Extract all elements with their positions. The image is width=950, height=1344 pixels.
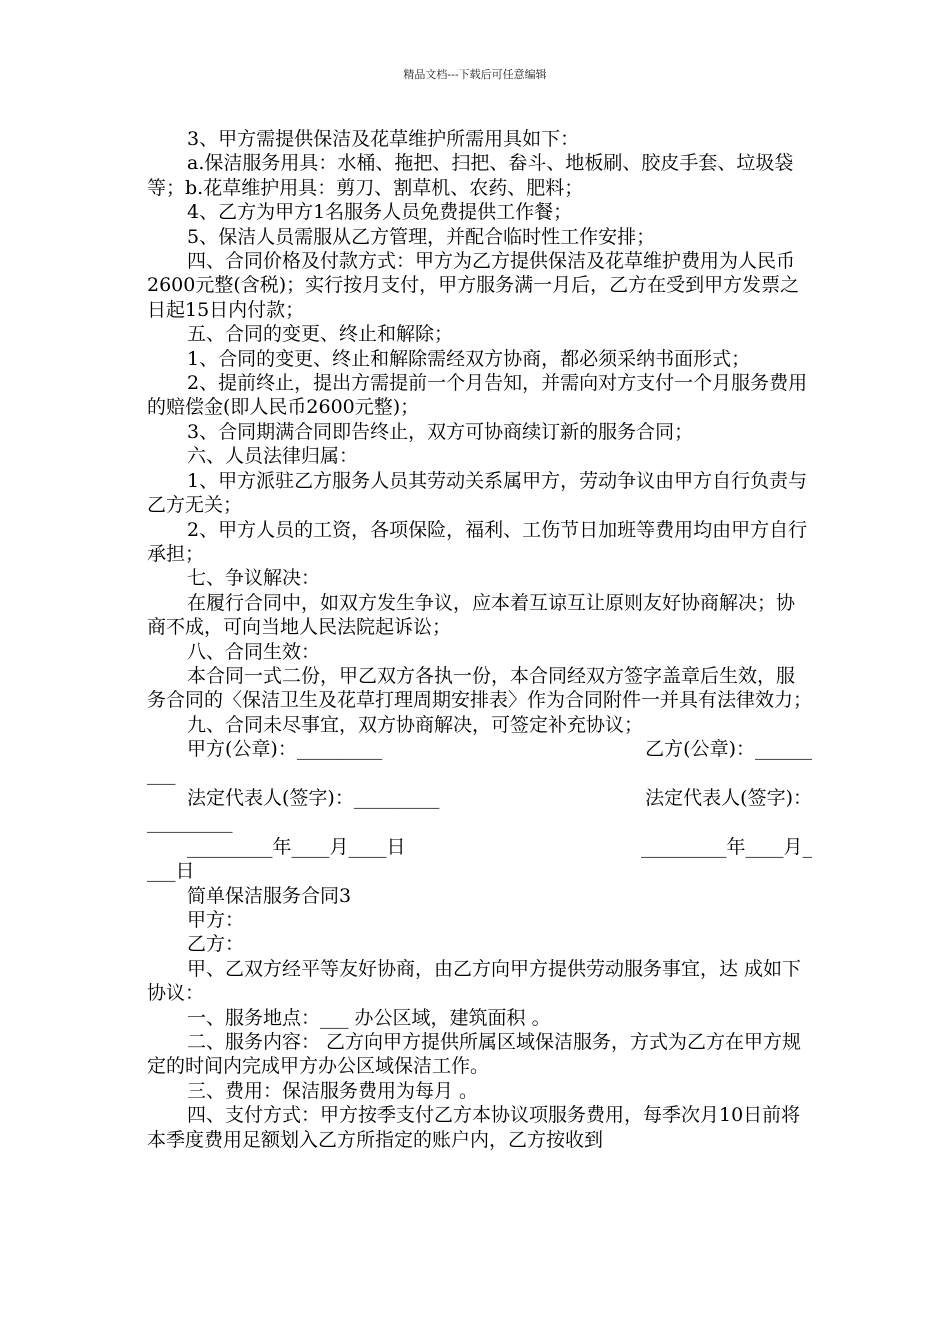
contract-body xyxy=(147,127,812,1152)
paragraph: 2、甲方人员的工资，各项保险，福利、工伤节日加班等费用均由甲方自行承担； xyxy=(147,518,808,565)
party-b-label: 乙方： xyxy=(187,933,245,956)
page-header: 精品文档---下载后可任意编辑 xyxy=(403,68,547,81)
paragraph: 甲、乙双方经平等友好协商，由乙方向甲方提供劳动服务事宜，达 成如下协议： xyxy=(147,957,802,1005)
paragraph: 四、合同价格及付款方式：甲方为乙方提供保洁及花草维护费用为人民币2600元整(含税)；实行按月支付，甲方服务满一月后，乙方在受到甲方发票之日起15日内付款； xyxy=(147,250,800,321)
paragraph: 四、支付方式：甲方按季支付乙方本协议项服务费用，每季次月10日前将本季度费用足额划入乙方所指定的账户内，乙方按收到 xyxy=(147,1104,801,1151)
representative-line-continued: _________ xyxy=(147,811,233,834)
paragraph: 三、费用：保洁服务费用为每月 。 xyxy=(187,1079,479,1102)
party-a-seal: 甲方(公章)：_________ xyxy=(187,738,383,761)
paragraph: 五、合同的变更、终止和解除； xyxy=(187,323,454,346)
paragraph: 4、乙方为甲方1名服务人员免费提供工作餐； xyxy=(187,201,573,224)
party-b-seal: 乙方(公章)：______ xyxy=(645,738,812,761)
seal-line-continued: ___ xyxy=(147,762,176,785)
representative-line xyxy=(147,786,812,810)
paragraph: 一、服务地点：___ 办公区域，建筑面积 。 xyxy=(187,1006,551,1029)
paragraph: 3、甲方需提供保洁及花草维护所需用具如下： xyxy=(187,128,580,150)
paragraph: 3、合同期满合同即告终止，双方可协商续订新的服务合同； xyxy=(187,420,694,443)
paragraph: 七、争议解决： xyxy=(187,567,321,590)
date-line xyxy=(147,835,812,859)
paragraph: 2、提前终止，提出方需提前一个月告知，并需向对方支付一个月服务费用的赔偿金(即人民币2600元整)； xyxy=(147,372,808,419)
paragraph: 5、保洁人员需服从乙方管理，并配合临时性工作安排； xyxy=(187,225,656,248)
party-b-representative: 法定代表人(签字)： xyxy=(645,786,812,809)
paragraph: 1、甲方派驻乙方服务人员其劳动关系属甲方，劳动争议由甲方自行负责与乙方无关； xyxy=(147,469,808,517)
paragraph: 在履行合同中，如双方发生争议，应本着互谅互让原则友好协商解决；协商不成，可向当地人民法院起诉讼； xyxy=(147,591,796,639)
party-a-representative: 法定代表人(签字)：_________ xyxy=(187,786,440,809)
paragraph: 六、人员法律归属： xyxy=(187,445,359,468)
paragraph: 本合同一式二份，甲乙双方各执一份，本合同经双方签字盖章后生效，服务合同的〈保洁卫生及花草打理周期安排表〉作为合同附件一并具有法律效力； xyxy=(147,664,813,712)
paragraph: 八、合同生效： xyxy=(187,640,321,663)
paragraph: a.保洁服务用具：水桶、拖把、扫把、畚斗、地板刷、胶皮手套、垃圾袋等；b.花草维护用具：剪刀、割草机、农药、肥料； xyxy=(147,152,794,199)
party-a-date: _________年____月____日 xyxy=(187,835,406,858)
party-a-label: 甲方： xyxy=(187,909,245,931)
contract-title: 简单保洁服务合同3 xyxy=(187,884,352,907)
seal-line xyxy=(147,737,812,761)
paragraph: 1、合同的变更、终止和解除需经双方协商，都必须采纳书面形式； xyxy=(187,347,751,370)
paragraph: 九、合同未尽事宜，双方协商解决，可签定补充协议； xyxy=(187,713,644,736)
date-line-continued: ___日 xyxy=(147,860,195,883)
paragraph: 二、服务内容： 乙方向甲方提供所属区域保洁服务，方式为乙方在甲方规定的时间内完成甲方办公区域保洁工作。 xyxy=(147,1031,802,1078)
party-b-date: _________年____月_ xyxy=(640,835,812,858)
